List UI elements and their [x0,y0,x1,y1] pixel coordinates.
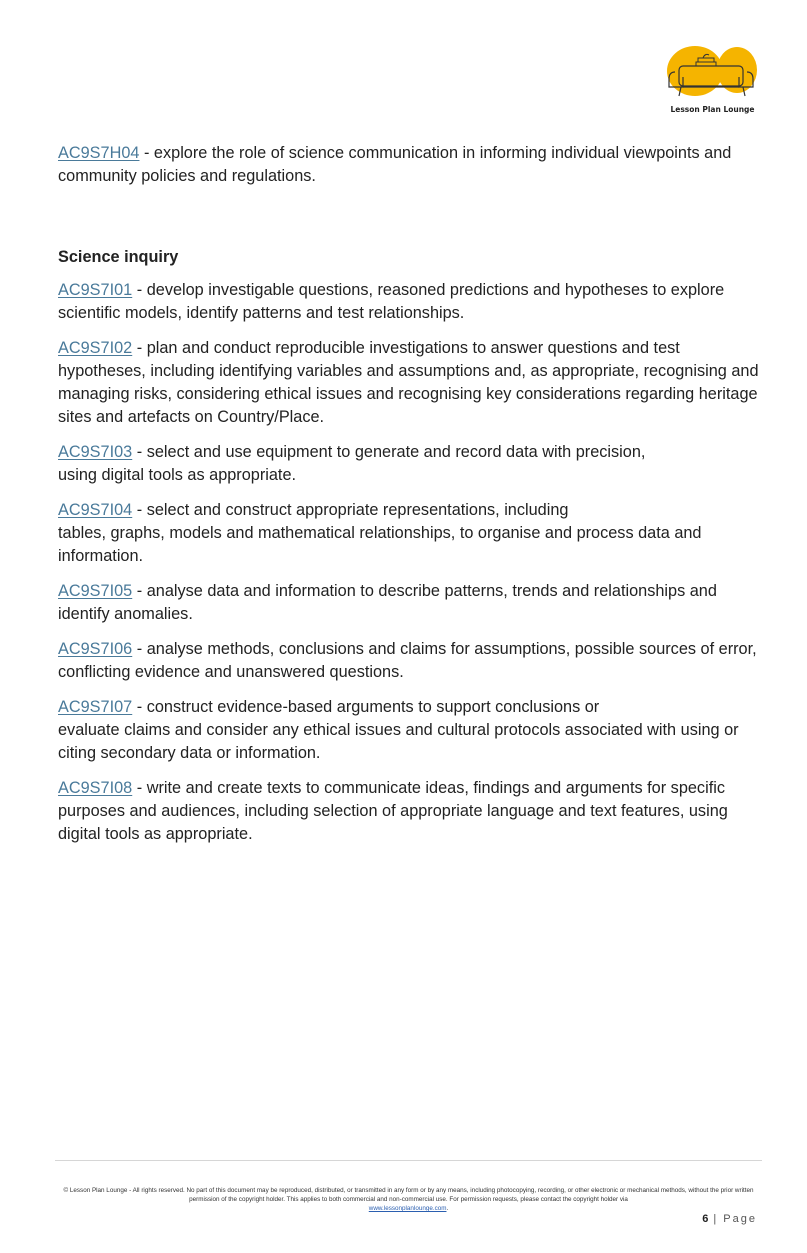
outcome-paragraph-i01 [58,279,768,325]
code-link-ac9s7i05[interactable]: AC9S7I05 [58,582,133,600]
footer-divider [55,1160,762,1161]
outcome-text: - develop investigable questions, reasoned predictions and hypotheses to explore scientific models, identify patterns and test relationships. [58,281,725,322]
logo-text: Lesson Plan Lounge [670,105,755,114]
page-label: Page [723,1213,757,1225]
code-link-ac9s7i06[interactable]: AC9S7I06 [58,640,133,658]
outcome-text: - explore the role of science communication in informing individual viewpoints and community policies and regulations. [58,144,732,185]
outcome-text: - write and create texts to communicate ideas, findings and arguments for specific purposes and audiences, including selection of appropriate language and text features, using digital tools as appropriate. [58,779,728,843]
outcome-paragraph-i06 [58,638,768,684]
code-link-ac9s7i02[interactable]: AC9S7I02 [58,339,133,357]
outcome-text: - analyse data and information to describe patterns, trends and relationships and identify anomalies. [58,582,717,623]
lesson-plan-lounge-logo [665,44,760,116]
outcome-paragraph-i02 [58,337,768,429]
outcome-text-line1: - select and construct appropriate representations, including [132,501,569,519]
outcome-paragraph-i07 [58,696,768,765]
outcome-paragraph-h04 [58,142,768,188]
sofa-icon [665,44,760,102]
code-link-ac9s7i03[interactable]: AC9S7I03 [58,443,133,461]
outcome-text-line2: evaluate claims and consider any ethical issues and cultural protocols associated with using or citing secondary data or information. [58,721,739,762]
section-heading: Science inquiry [58,248,179,266]
page-number [702,1213,757,1225]
outcome-paragraph-i04 [58,499,768,568]
code-link-ac9s7i04[interactable]: AC9S7I04 [58,501,133,519]
website-link[interactable]: www.lessonplanlounge.com [368,1205,447,1212]
footer-period: . [446,1205,449,1212]
code-link-ac9s7i07[interactable]: AC9S7I07 [58,698,133,716]
spacer [58,200,768,246]
outcome-text-line2: using digital tools as appropriate. [58,466,297,484]
outcome-text: - analyse methods, conclusions and claims for assumptions, possible sources of error, conflicting evidence and unanswered questions. [58,640,757,681]
outcome-paragraph-i08 [58,777,768,846]
code-link-ac9s7i08[interactable]: AC9S7I08 [58,779,133,797]
code-link-ac9s7i01[interactable]: AC9S7I01 [58,281,133,299]
copyright-footer [60,1186,757,1213]
outcome-text-line2: tables, graphs, models and mathematical relationships, to organise and process data and information. [58,524,702,565]
outcome-paragraph-i03 [58,441,768,487]
page-number-value: 6 [702,1213,709,1225]
document-body [58,142,768,858]
outcome-text-line1: - select and use equipment to generate and record data with precision, [132,443,646,461]
page-separator: | [708,1213,724,1225]
outcome-paragraph-i05 [58,580,768,626]
outcome-text-line1: - construct evidence-based arguments to support conclusions or [132,698,600,716]
outcome-text: - plan and conduct reproducible investigations to answer questions and test hypotheses, including identifying variables and assumptions and, as appropriate, recognising and managing risks, considering ethical issues and recognising key considerations regarding heritage sites and artefacts on Country/Place. [58,339,759,426]
code-link-ac9s7h04[interactable]: AC9S7H04 [58,144,140,162]
copyright-text: © Lesson Plan Lounge - All rights reserved. No part of this document may be reproduced, distributed, or transmitted in any form or by any means, including photocopying, recording, or other electronic or mechanical methods, without the prior written permission of the copyright holder. This applies to both commercial and non-commercial use. For permission requests, please contact the copyright holder via [63,1187,754,1203]
